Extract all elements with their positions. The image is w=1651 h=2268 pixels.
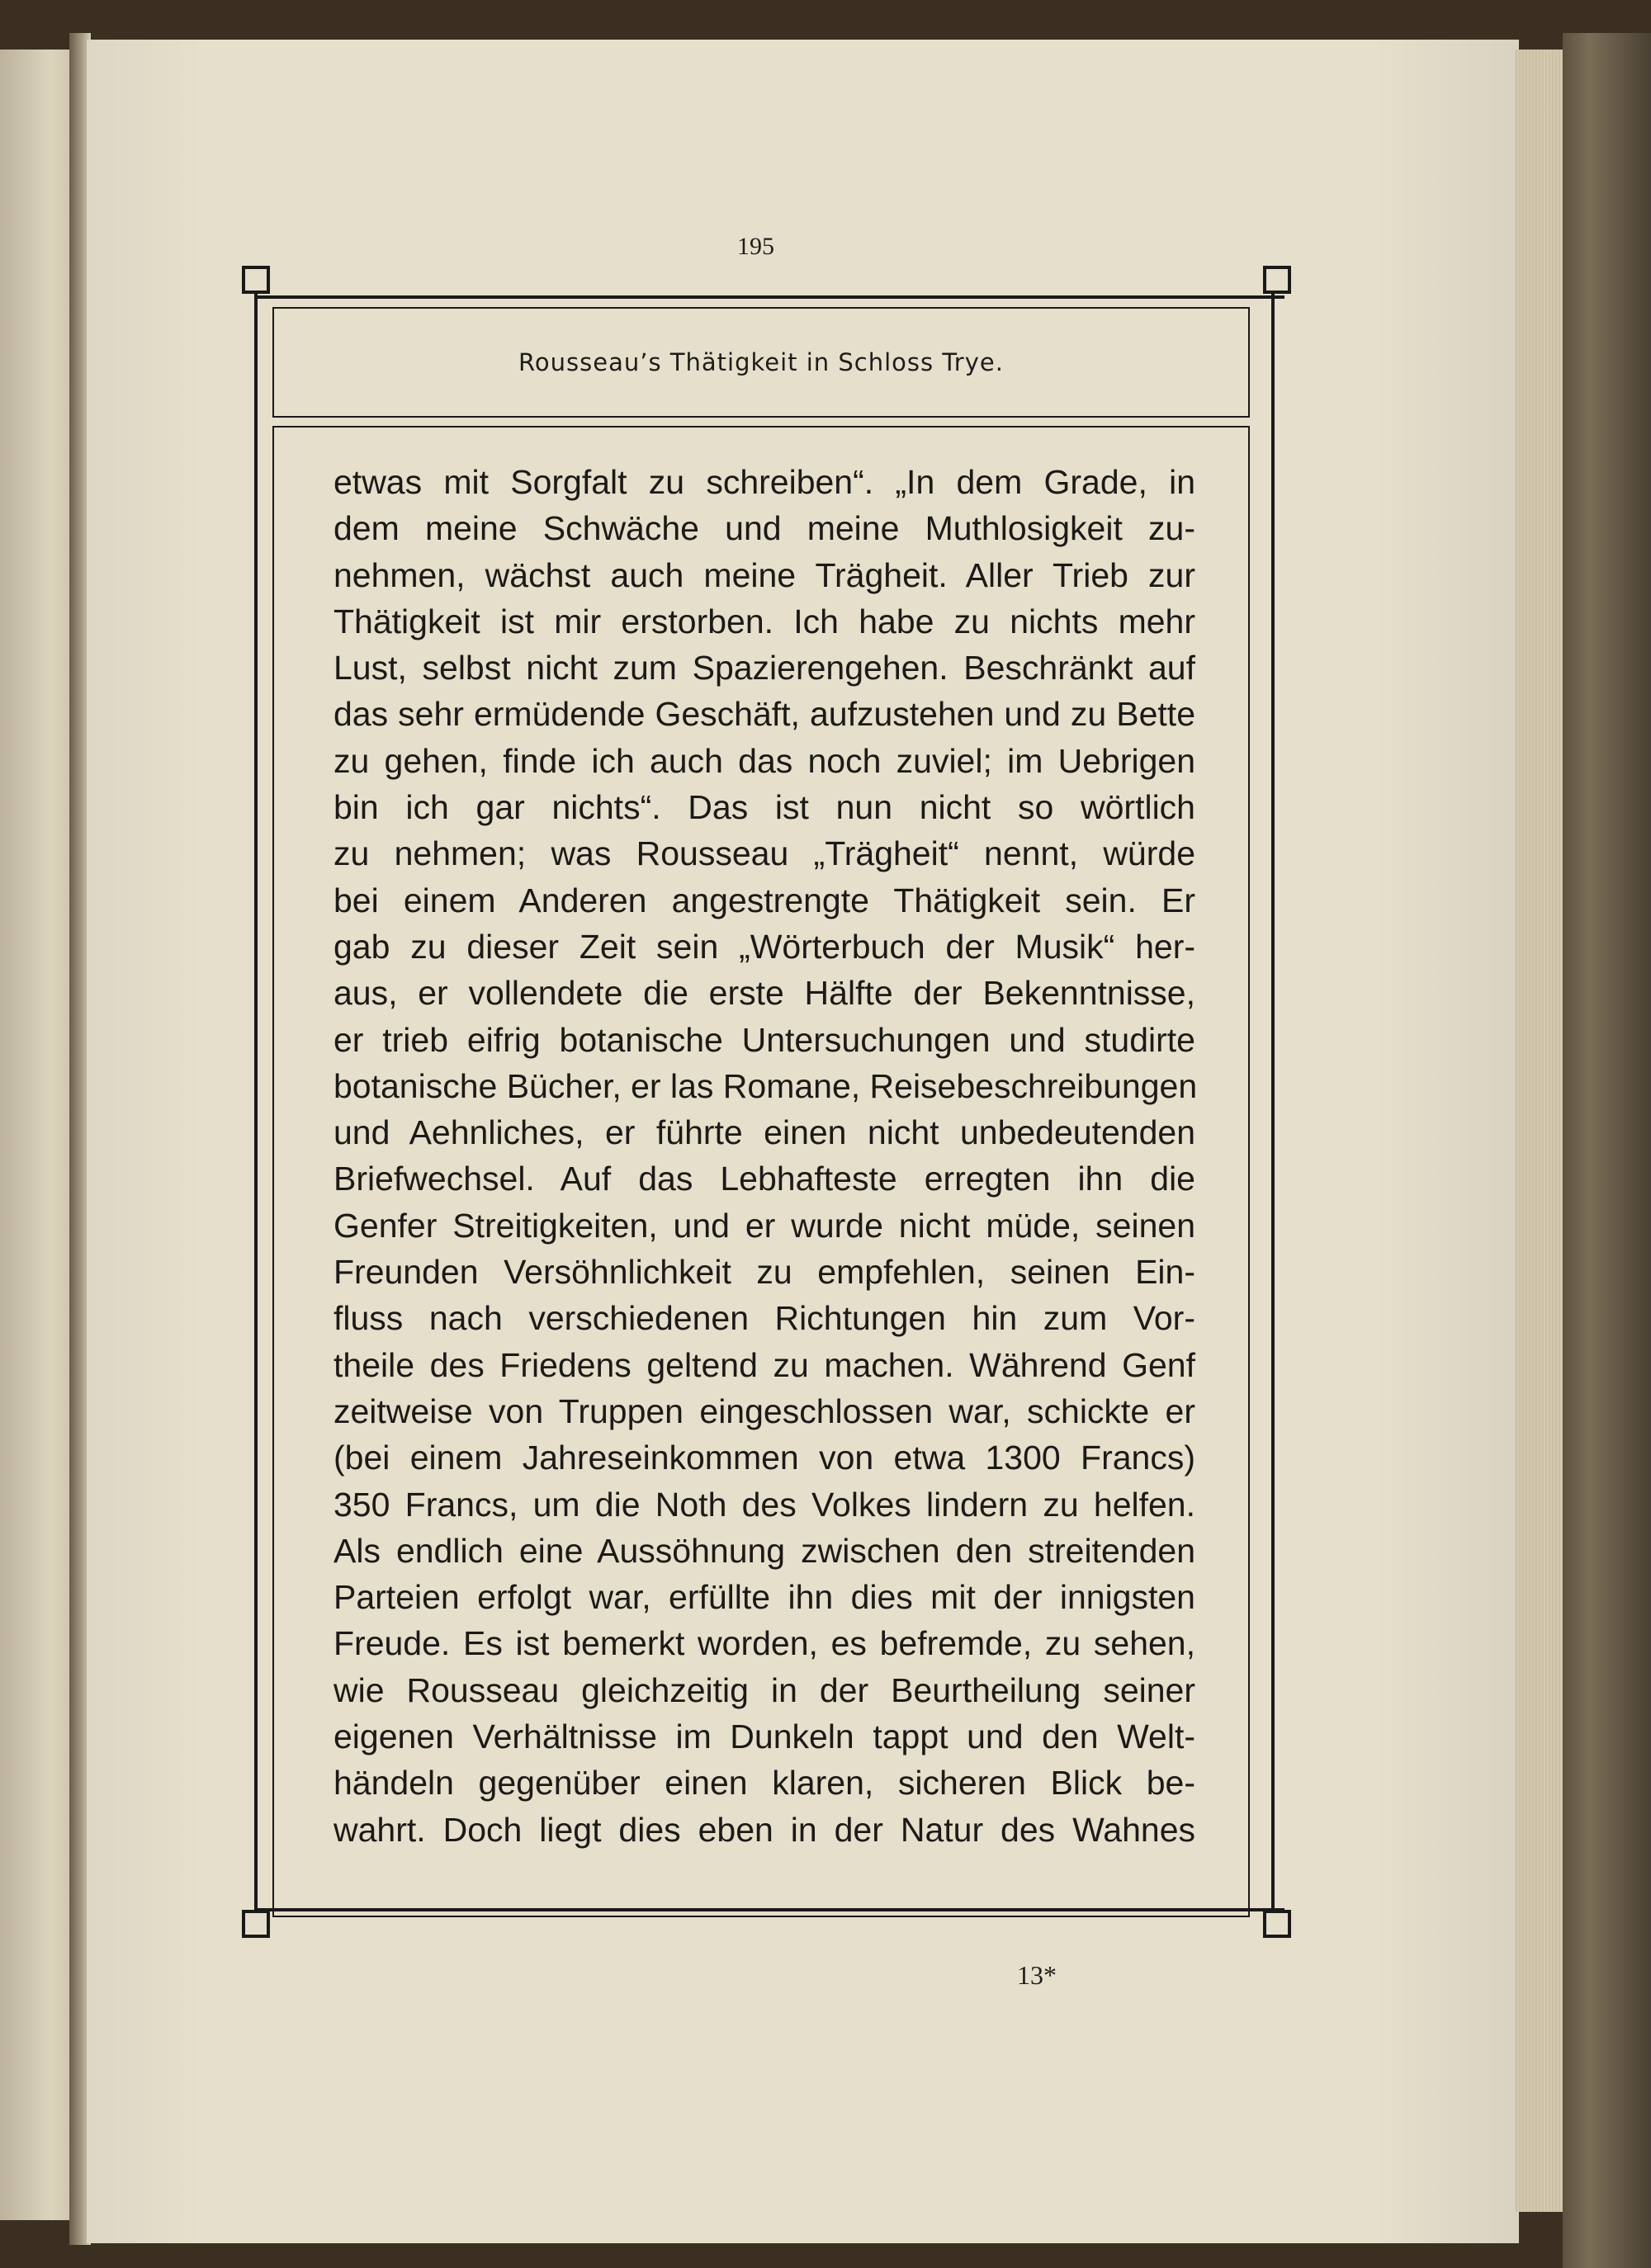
- text-line: Genfer Streitigkeiten, und er wurde nicht müde, seinen: [334, 1206, 1195, 1245]
- text-line: und Aehnliches, er führte einen nicht unbedeutenden: [334, 1113, 1195, 1152]
- text-line: gab zu dieser Zeit sein „Wörterbuch der Musik“ her-: [334, 927, 1195, 966]
- text-line: Freunden Versöhnlichkeit zu empfehlen, seinen Ein-: [334, 1253, 1195, 1292]
- frame-corner-bottom-left: [242, 1910, 270, 1938]
- text-line: bin ich gar nichts“. Das ist nun nicht so wörtlich: [334, 788, 1195, 827]
- text-line: dem meine Schwäche und meine Muthlosigkeit zu-: [334, 509, 1195, 548]
- frame-corner-top-left: [242, 266, 270, 294]
- book-cover-edge: [1563, 33, 1651, 2268]
- text-line: (bei einem Jahreseinkommen von etwa 1300 Francs): [334, 1439, 1195, 1477]
- text-line: 350 Francs, um die Noth des Volkes lindern zu helfen.: [334, 1485, 1195, 1524]
- frame-left-rule: [254, 281, 258, 1928]
- text-line: wahrt. Doch liegt dies eben in der Natur des Wahnes: [334, 1810, 1195, 1849]
- text-line: Thätigkeit ist mir erstorben. Ich habe zu nichts mehr: [334, 602, 1195, 640]
- running-head: Rousseau’s Thätigkeit in Schloss Trye.: [518, 348, 1004, 376]
- text-line: Freude. Es ist bemerkt worden, es befremde, zu sehen,: [334, 1624, 1195, 1663]
- signature-mark: 13*: [1017, 1960, 1057, 1990]
- frame-top-rule: [254, 295, 1284, 299]
- text-line: nehmen, wächst auch meine Trägheit. Aller Trieb zur: [334, 555, 1195, 594]
- text-line: zeitweise von Truppen eingeschlossen war, schickte er: [334, 1392, 1195, 1430]
- text-line: fluss nach verschiedenen Richtungen hin zum Vor-: [334, 1299, 1195, 1338]
- left-page-edge: [0, 50, 73, 2220]
- text-line: Als endlich eine Aussöhnung zwischen den streitenden: [334, 1531, 1195, 1570]
- text-line: bei einem Anderen angestrengte Thätigkeit sein. Er: [334, 881, 1195, 919]
- frame-right-rule: [1271, 281, 1275, 1928]
- frame-corner-top-right: [1263, 266, 1291, 294]
- text-line: aus, er vollendete die erste Hälfte der Bekenntnisse,: [334, 974, 1195, 1013]
- text-line: wie Rousseau gleichzeitig in der Beurtheilung seiner: [334, 1670, 1195, 1709]
- body-text: [334, 459, 1198, 1853]
- frame-corner-bottom-right: [1263, 1910, 1291, 1938]
- text-line: theile des Friedens geltend zu machen. Während Genf: [334, 1345, 1195, 1384]
- running-head-box: [272, 307, 1250, 418]
- text-line: Lust, selbst nicht zum Spazierengehen. Beschränkt auf: [334, 649, 1195, 687]
- text-line: händeln gegenüber einen klaren, sicheren Blick be-: [334, 1764, 1195, 1803]
- text-line: botanische Bücher, er las Romane, Reisebeschreibungen: [334, 1066, 1198, 1105]
- text-line: zu nehmen; was Rousseau „Trägheit“ nennt, würde: [334, 834, 1195, 873]
- text-line: Parteien erfolgt war, erfüllte ihn dies mit der innigsten: [334, 1578, 1195, 1617]
- text-line: Briefwechsel. Auf das Lebhafteste erregten ihn die: [334, 1160, 1195, 1198]
- page-number: 195: [737, 233, 774, 260]
- text-line: etwas mit Sorgfalt zu schreiben“. „In dem Grade, in: [334, 463, 1195, 501]
- page-stack-edges: [1515, 50, 1564, 2212]
- text-line: das sehr ermüdende Geschäft, aufzustehen und zu Bette: [334, 695, 1195, 734]
- text-line: zu gehen, finde ich auch das noch zuviel; im Uebrigen: [334, 741, 1195, 780]
- text-line: eigenen Verhältnisse im Dunkeln tappt und den Welt-: [334, 1718, 1195, 1756]
- text-line: er trieb eifrig botanische Untersuchungen und studirte: [334, 1020, 1195, 1059]
